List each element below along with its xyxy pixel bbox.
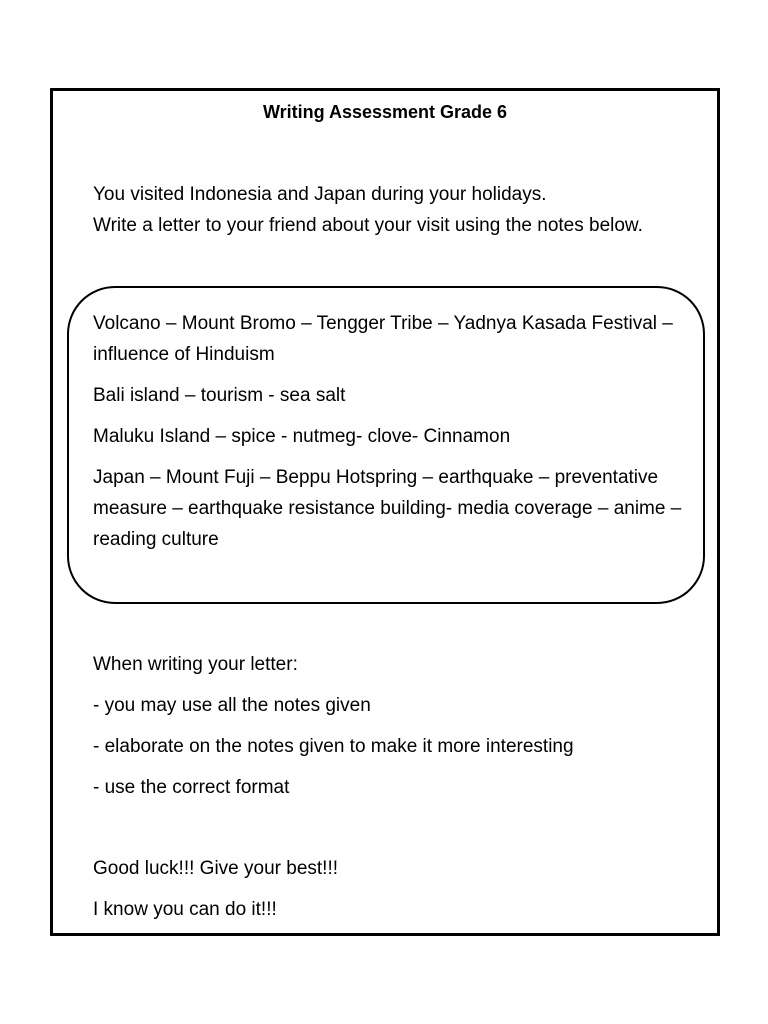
instructions-heading: When writing your letter:: [93, 654, 298, 675]
page-title: Writing Assessment Grade 6: [262, 102, 508, 122]
note-item-japan: Japan – Mount Fuji – Beppu Hotspring – earthquake – preventative measure – earthquake resistance building- media coverage – anime – reading culture: [93, 467, 682, 550]
closing-line-1: Good luck!!! Give your best!!!: [93, 858, 338, 879]
intro-line-2: Write a letter to your friend about your visit using the notes below.: [93, 215, 643, 236]
note-item-maluku: Maluku Island – spice - nutmeg- clove- Cinnamon: [93, 426, 511, 447]
notes-list: [93, 308, 693, 565]
intro-line-1: You visited Indonesia and Japan during your holidays.: [93, 184, 547, 205]
note-item-bali: Bali island – tourism - sea salt: [93, 385, 346, 406]
intro-text: [93, 179, 693, 241]
closing-line-2: I know you can do it!!!: [93, 899, 277, 920]
notes-box: [67, 286, 705, 604]
closing-message: [93, 853, 693, 935]
note-item-indonesia-volcano: Volcano – Mount Bromo – Tengger Tribe – Yadnya Kasada Festival – influence of Hinduism: [93, 313, 673, 365]
instruction-item: - use the correct format: [93, 777, 290, 798]
instruction-item: - elaborate on the notes given to make it more interesting: [93, 736, 574, 757]
instructions-list: [93, 649, 693, 813]
worksheet-frame: [50, 88, 720, 936]
instruction-item: - you may use all the notes given: [93, 695, 371, 716]
